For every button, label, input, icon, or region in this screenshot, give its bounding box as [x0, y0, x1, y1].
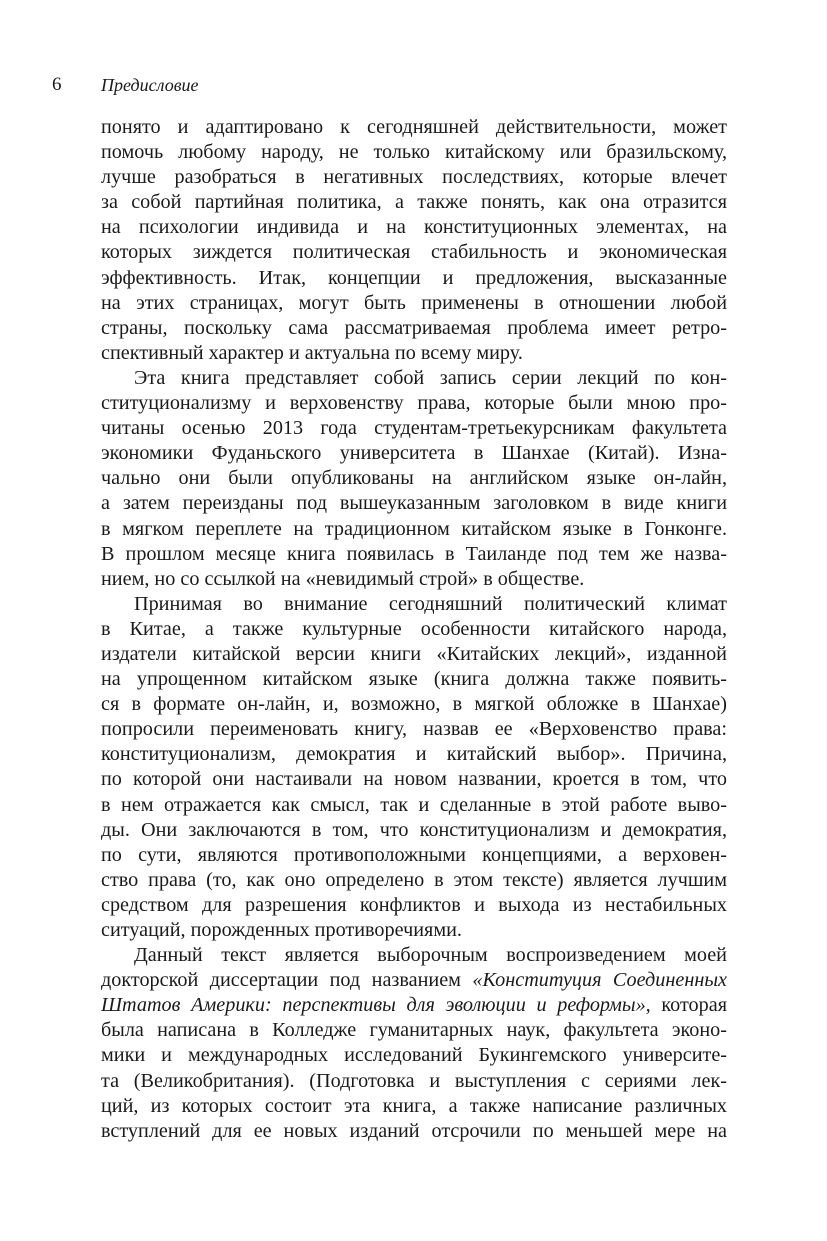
body-text: [101, 115, 727, 1144]
text-line: эффективность. Итак, концепции и предложения, высказанные: [101, 266, 727, 289]
text-line: в нем отражается как смысл, так и сделанные в этой работе выво-: [101, 793, 727, 816]
text-line: на психологии индивида и на конституционных элементах, на: [101, 216, 727, 239]
text-line: Данный текст является выборочным воспроизведением моей: [134, 944, 727, 967]
text-line: лучше разобраться в негативных последствиях, которые влечет: [101, 166, 727, 189]
paragraph-3: [101, 592, 727, 943]
text-line: чально они были опубликованы на английском языке он-лайн,: [101, 467, 727, 490]
text-run: которая: [650, 994, 727, 1017]
text-line: вступлений для ее новых изданий отсрочили по меньшей мере на: [101, 1119, 727, 1142]
dissertation-title-part-2: Штатов Америки: перспективы для эволюции и реформы»,: [101, 994, 651, 1017]
paragraph-2: [101, 366, 727, 592]
text-line: ды. Они заключаются в том, что конституционализм и демократия,: [101, 818, 727, 841]
text-line: понято и адаптировано к сегодняшней действительности, может: [101, 116, 727, 138]
text-line: на упрощенном китайском языке (книга должна также появить-: [101, 668, 727, 691]
running-head: [52, 74, 732, 102]
text-line: В прошлом месяце книга появилась в Таиланде под тем же назва-: [101, 542, 727, 565]
text-line: ситуаций, порожденных противоречиями.: [101, 919, 462, 941]
text-line: попросили переименовать книгу, назвав ее «Верховенство права:: [101, 718, 727, 741]
text-line: нием, но со ссылкой на «невидимый строй» в обществе.: [101, 567, 585, 590]
text-line: [101, 968, 727, 993]
text-line: мики и международных исследований Букингемского университе-: [101, 1044, 727, 1067]
text-line: Принимая во внимание сегодняшний политический климат: [134, 592, 727, 615]
text-line: помочь любому народу, не только китайскому или бразильскому,: [101, 141, 727, 164]
text-line: в мягком переплете на традиционном китайском языке в Гонконге.: [101, 517, 727, 540]
text-line: была написана в Колледже гуманитарных наук, факультета эконо-: [101, 1019, 727, 1042]
text-line: по сути, являются противоположными концепциями, а верховен-: [101, 843, 727, 866]
text-run: докторской диссертации под названием: [101, 969, 473, 992]
text-line: конституционализм, демократия и китайский выбор». Причина,: [101, 743, 727, 766]
text-line: ся в формате он-лайн, и, возможно, в мягкой обложке в Шанхае): [101, 693, 727, 716]
text-line: спективный характер и актуальна по всему миру.: [101, 341, 523, 364]
text-line: а затем переизданы под вышеуказанным заголовком в виде книги: [101, 492, 727, 515]
text-line: ций, из которых состоит эта книга, а также написание различных: [101, 1094, 727, 1117]
text-line: страны, поскольку сама рассматриваемая проблема имеет ретро-: [101, 316, 727, 339]
text-line: [101, 993, 727, 1018]
running-title: Предисловие: [101, 75, 199, 95]
text-line: та (Великобритания). (Подготовка и выступления с сериями лек-: [101, 1069, 727, 1092]
text-line: ституционализму и верховенству права, которые были мною про-: [101, 392, 727, 415]
text-line: в Китае, а также культурные особенности китайского народа,: [101, 617, 727, 640]
text-line: которых зиждется политическая стабильность и экономическая: [101, 241, 727, 264]
text-line: читаны осенью 2013 года студентам-третьекурсникам факультета: [101, 417, 727, 440]
text-line: по которой они настаивали на новом названии, кроется в том, что: [101, 768, 727, 791]
text-line: издатели китайской версии книги «Китайских лекций», изданной: [101, 642, 727, 665]
text-line: ство права (то, как оно определено в этом тексте) является лучшим: [101, 868, 727, 891]
text-line: экономики Фуданьского университета в Шанхае (Китай). Изна-: [101, 442, 727, 465]
paragraph-1: [101, 115, 727, 366]
text-line: на этих страницах, могут быть применены в отношении любой: [101, 291, 727, 314]
paragraph-4: [101, 943, 727, 1144]
text-line: за собой партийная политика, а также понять, как она отразится: [101, 191, 727, 214]
page-number: 6: [52, 74, 62, 95]
text-line: Эта книга представляет собой запись серии лекций по кон-: [134, 366, 727, 389]
text-line: средством для разрешения конфликтов и выхода из нестабильных: [101, 893, 727, 916]
dissertation-title-part-1: «Конституция Соединенных: [472, 969, 727, 992]
